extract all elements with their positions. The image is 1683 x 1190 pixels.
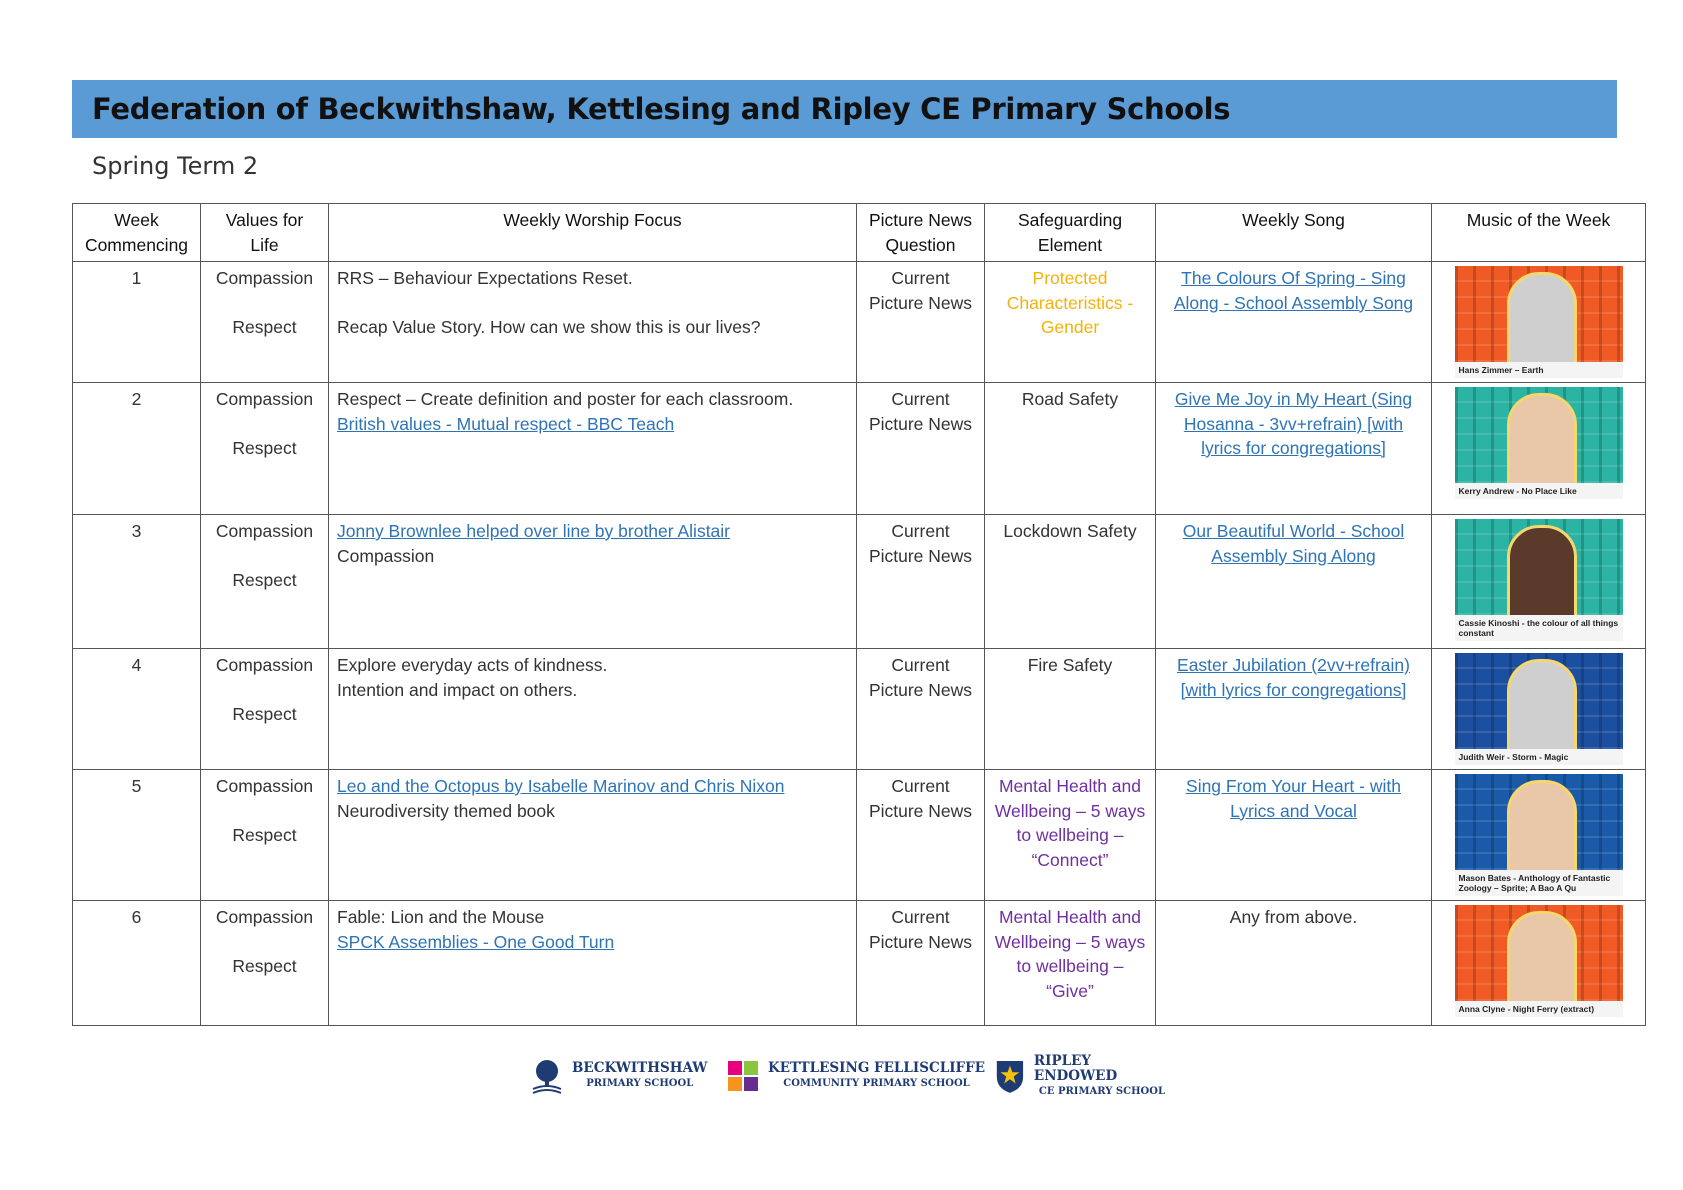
music-caption: Judith Weir - Storm - Magic bbox=[1455, 749, 1623, 765]
song-link[interactable]: Sing From Your Heart - with Lyrics and Vocal bbox=[1186, 776, 1401, 821]
music-cell bbox=[1432, 262, 1646, 383]
music-image bbox=[1455, 266, 1623, 362]
school-logos bbox=[530, 1052, 1170, 1102]
values-cell: Compassion Respect bbox=[201, 649, 329, 770]
music-thumbnail[interactable] bbox=[1455, 266, 1623, 378]
music-caption: Mason Bates - Anthology of Fantastic Zoology – Sprite; A Bao A Qu bbox=[1455, 870, 1623, 896]
table-row bbox=[73, 262, 1646, 383]
header-picture-news: Picture News Question bbox=[857, 204, 985, 262]
page-title: Federation of Beckwithshaw, Kettlesing and Ripley CE Primary Schools bbox=[92, 92, 1231, 126]
table-row bbox=[73, 901, 1646, 1026]
portrait-image bbox=[1507, 393, 1577, 483]
music-cell bbox=[1432, 770, 1646, 901]
header-safeguarding: Safeguarding Element bbox=[985, 204, 1156, 262]
header-week: Week Commencing bbox=[73, 204, 201, 262]
ripley-logo: RIPLEY ENDOWED CE PRIMARY SCHOOL bbox=[994, 1052, 1170, 1100]
music-thumbnail[interactable] bbox=[1455, 905, 1623, 1017]
values-cell: Compassion Respect bbox=[201, 515, 329, 649]
song-link[interactable]: The Colours Of Spring - Sing Along - School Assembly Song bbox=[1173, 268, 1414, 313]
song-cell bbox=[1156, 770, 1432, 901]
music-thumbnail[interactable] bbox=[1455, 519, 1623, 641]
picture-news-cell: Current Picture News bbox=[857, 901, 985, 1026]
music-cell bbox=[1432, 515, 1646, 649]
music-image bbox=[1455, 905, 1623, 1001]
music-image bbox=[1455, 653, 1623, 749]
week-cell: 6 bbox=[73, 901, 201, 1026]
header-music: Music of the Week bbox=[1432, 204, 1646, 262]
beckwithshaw-logo: BECKWITHSHAW PRIMARY SCHOOL bbox=[530, 1052, 707, 1100]
week-cell: 3 bbox=[73, 515, 201, 649]
safeguarding-cell: Road Safety bbox=[985, 383, 1156, 515]
header-focus: Weekly Worship Focus bbox=[329, 204, 857, 262]
picture-news-cell: Current Picture News bbox=[857, 383, 985, 515]
picture-news-cell: Current Picture News bbox=[857, 770, 985, 901]
focus-cell: RRS – Behaviour Expectations Reset. Recap Value Story. How can we show this is our lives? bbox=[329, 262, 857, 383]
values-cell: Compassion Respect bbox=[201, 383, 329, 515]
kettlesing-logo: KETTLESING FELLISCLIFFE COMMUNITY PRIMARY SCHOOL bbox=[726, 1052, 985, 1100]
focus-link[interactable]: SPCK Assemblies - One Good Turn bbox=[337, 931, 615, 952]
music-image bbox=[1455, 774, 1623, 870]
safeguarding-cell: Mental Health and Wellbeing – 5 ways to wellbeing – “Give” bbox=[985, 901, 1156, 1026]
portrait-image bbox=[1507, 272, 1577, 362]
music-thumbnail[interactable] bbox=[1455, 387, 1623, 499]
song-link[interactable]: Easter Jubilation (2vv+refrain) [with lyrics for congregations] bbox=[1177, 655, 1410, 700]
focus-cell: Jonny Brownlee helped over line by brother Alistair Compassion bbox=[329, 515, 857, 649]
focus-cell: Respect – Create definition and poster for each classroom. British values - Mutual respect - BBC Teach bbox=[329, 383, 857, 515]
music-image bbox=[1455, 519, 1623, 615]
music-caption: Kerry Andrew - No Place Like bbox=[1455, 483, 1623, 499]
song-cell: Any from above. bbox=[1156, 901, 1432, 1026]
header-values: Values for Life bbox=[201, 204, 329, 262]
picture-news-cell: Current Picture News bbox=[857, 649, 985, 770]
title-banner bbox=[72, 80, 1617, 138]
music-thumbnail[interactable] bbox=[1455, 653, 1623, 765]
safeguarding-cell: Mental Health and Wellbeing – 5 ways to wellbeing – “Connect” bbox=[985, 770, 1156, 901]
table-row bbox=[73, 383, 1646, 515]
shield-star-icon bbox=[994, 1057, 1026, 1095]
week-cell: 4 bbox=[73, 649, 201, 770]
worship-plan-table bbox=[72, 203, 1646, 1026]
puzzle-icon bbox=[726, 1057, 760, 1095]
portrait-image bbox=[1507, 525, 1577, 615]
picture-news-cell: Current Picture News bbox=[857, 515, 985, 649]
safeguarding-cell: Protected Characteristics - Gender bbox=[985, 262, 1156, 383]
table-row bbox=[73, 515, 1646, 649]
table-row bbox=[73, 770, 1646, 901]
music-caption: Hans Zimmer – Earth bbox=[1455, 362, 1623, 378]
values-cell: Compassion Respect bbox=[201, 262, 329, 383]
header-row bbox=[73, 204, 1646, 262]
week-cell: 1 bbox=[73, 262, 201, 383]
focus-link[interactable]: Leo and the Octopus by Isabelle Marinov and Chris Nixon bbox=[337, 776, 785, 796]
music-image bbox=[1455, 387, 1623, 483]
picture-news-cell: Current Picture News bbox=[857, 262, 985, 383]
term-subtitle: Spring Term 2 bbox=[92, 152, 259, 180]
week-cell: 5 bbox=[73, 770, 201, 901]
music-cell bbox=[1432, 383, 1646, 515]
song-link[interactable]: Give Me Joy in My Heart (Sing Hosanna - 3vv+refrain) [with lyrics for congregations] bbox=[1174, 389, 1413, 458]
song-link[interactable]: Our Beautiful World - School Assembly Sing Along bbox=[1182, 521, 1405, 566]
portrait-image bbox=[1507, 911, 1577, 1001]
song-cell bbox=[1156, 515, 1432, 649]
safeguarding-cell: Fire Safety bbox=[985, 649, 1156, 770]
music-cell bbox=[1432, 649, 1646, 770]
focus-link[interactable]: Jonny Brownlee helped over line by brother Alistair bbox=[337, 521, 730, 541]
focus-cell: Explore everyday acts of kindness. Intention and impact on others. bbox=[329, 649, 857, 770]
music-thumbnail[interactable] bbox=[1455, 774, 1623, 896]
portrait-image bbox=[1507, 780, 1577, 870]
music-cell bbox=[1432, 901, 1646, 1026]
week-cell: 2 bbox=[73, 383, 201, 515]
header-song: Weekly Song bbox=[1156, 204, 1432, 262]
values-cell: Compassion Respect bbox=[201, 901, 329, 1026]
song-cell bbox=[1156, 383, 1432, 515]
table-row bbox=[73, 649, 1646, 770]
song-cell bbox=[1156, 649, 1432, 770]
values-cell: Compassion Respect bbox=[201, 770, 329, 901]
song-cell bbox=[1156, 262, 1432, 383]
music-caption: Cassie Kinoshi - the colour of all things constant bbox=[1455, 615, 1623, 641]
focus-link[interactable]: British values - Mutual respect - BBC Teach bbox=[337, 413, 675, 434]
focus-cell: Leo and the Octopus by Isabelle Marinov and Chris Nixon Neurodiversity themed book bbox=[329, 770, 857, 901]
portrait-image bbox=[1507, 659, 1577, 749]
safeguarding-cell: Lockdown Safety bbox=[985, 515, 1156, 649]
focus-cell: Fable: Lion and the Mouse SPCK Assemblies - One Good Turn bbox=[329, 901, 857, 1026]
tree-icon bbox=[530, 1057, 564, 1095]
music-caption: Anna Clyne - Night Ferry (extract) bbox=[1455, 1001, 1623, 1017]
